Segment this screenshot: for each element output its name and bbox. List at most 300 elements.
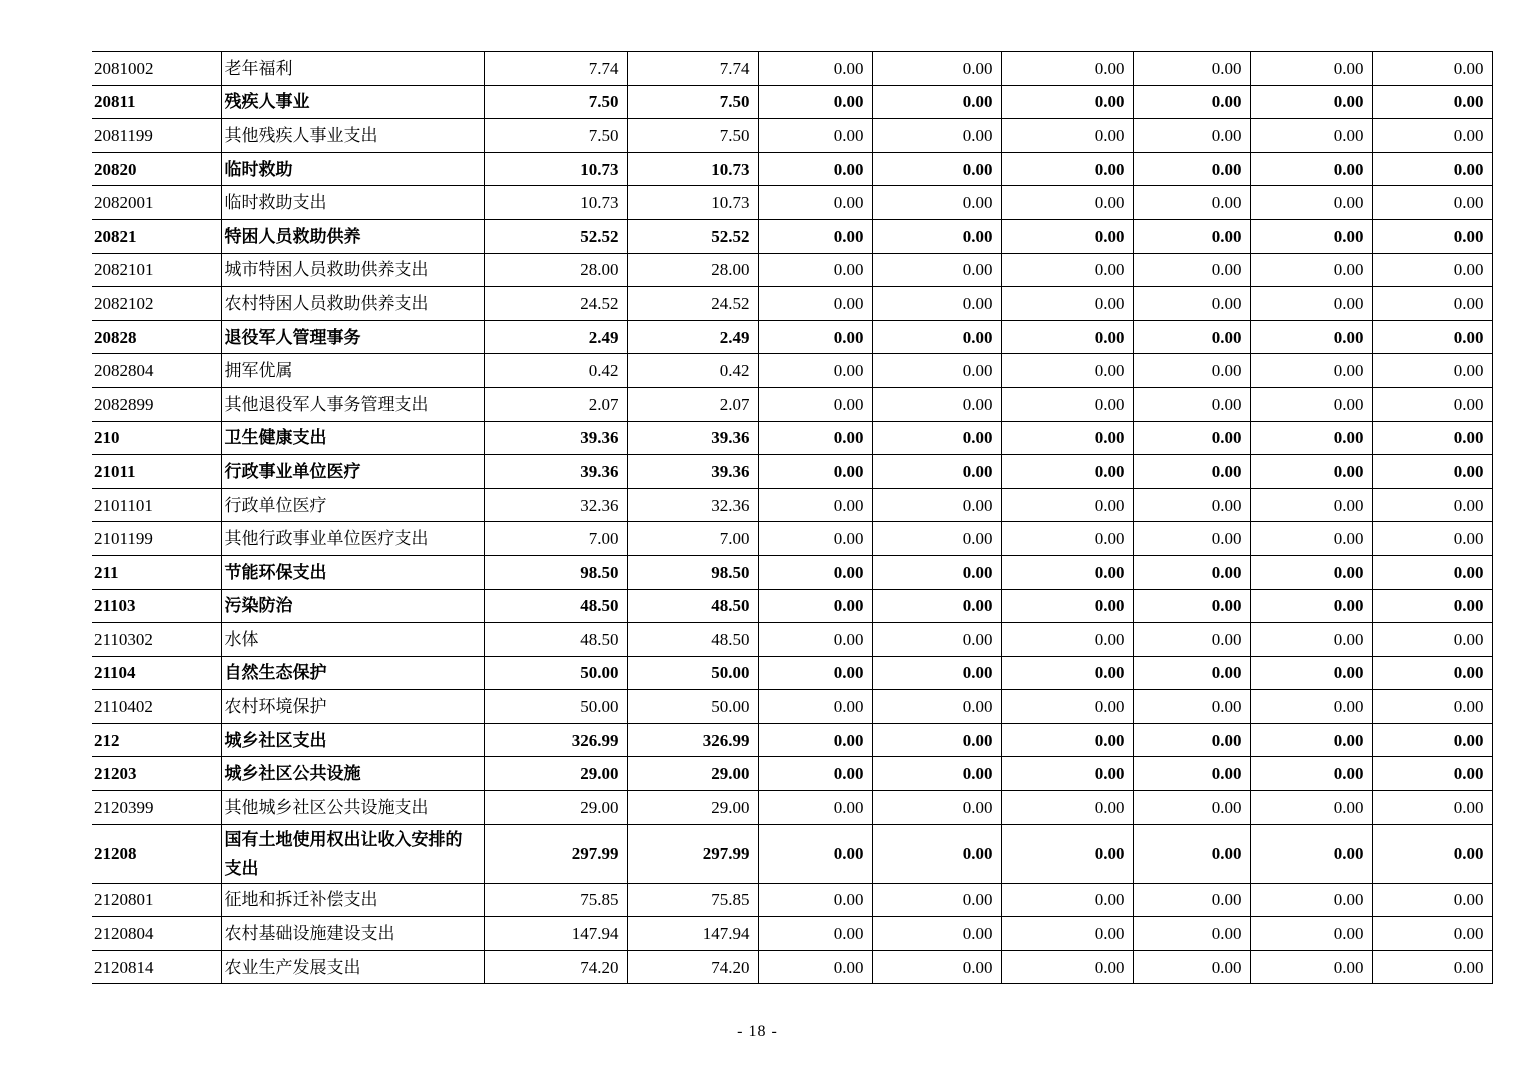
subject-code-cell: 2120814 xyxy=(92,950,221,984)
amount-cell: 0.00 xyxy=(758,950,872,984)
amount-cell: 0.00 xyxy=(1001,555,1133,589)
subject-name-cell: 农业生产发展支出 xyxy=(221,950,484,984)
subject-code-cell: 20821 xyxy=(92,219,221,253)
amount-cell: 0.00 xyxy=(872,690,1001,724)
amount-cell: 0.00 xyxy=(1250,387,1372,421)
amount-cell: 0.00 xyxy=(1372,950,1492,984)
amount-cell: 0.00 xyxy=(1133,488,1250,522)
subject-code-cell: 2101199 xyxy=(92,522,221,556)
amount-cell: 0.00 xyxy=(1372,85,1492,119)
subject-name-cell: 城乡社区公共设施 xyxy=(221,757,484,791)
subject-name-cell: 节能环保支出 xyxy=(221,555,484,589)
amount-cell: 0.00 xyxy=(1250,917,1372,951)
amount-cell: 0.00 xyxy=(1372,623,1492,657)
subject-code-cell: 2082001 xyxy=(92,186,221,220)
subject-code-cell: 2120801 xyxy=(92,883,221,917)
amount-cell: 0.00 xyxy=(872,589,1001,623)
amount-cell: 0.00 xyxy=(1372,791,1492,825)
subject-name-cell: 征地和拆迁补偿支出 xyxy=(221,883,484,917)
amount-cell: 0.00 xyxy=(1001,387,1133,421)
amount-cell: 39.36 xyxy=(627,421,758,455)
amount-cell: 0.00 xyxy=(758,52,872,86)
amount-cell: 0.00 xyxy=(1133,623,1250,657)
amount-cell: 0.00 xyxy=(872,455,1001,489)
amount-cell: 0.00 xyxy=(1133,522,1250,556)
amount-cell: 0.00 xyxy=(872,824,1001,883)
amount-cell: 0.00 xyxy=(872,387,1001,421)
amount-cell: 0.00 xyxy=(1372,723,1492,757)
amount-cell: 0.00 xyxy=(1133,555,1250,589)
amount-cell: 50.00 xyxy=(484,690,627,724)
amount-cell: 0.00 xyxy=(1001,421,1133,455)
amount-cell: 0.00 xyxy=(758,917,872,951)
subject-name-cell: 行政事业单位医疗 xyxy=(221,455,484,489)
amount-cell: 0.00 xyxy=(1001,757,1133,791)
amount-cell: 7.50 xyxy=(484,85,627,119)
amount-cell: 0.00 xyxy=(1250,589,1372,623)
subject-code-cell: 20820 xyxy=(92,152,221,186)
subject-name-cell: 农村环境保护 xyxy=(221,690,484,724)
amount-cell: 48.50 xyxy=(627,623,758,657)
amount-cell: 0.00 xyxy=(872,723,1001,757)
amount-cell: 0.00 xyxy=(1250,287,1372,321)
subject-name-cell: 城乡社区支出 xyxy=(221,723,484,757)
amount-cell: 0.00 xyxy=(1001,253,1133,287)
amount-cell: 10.73 xyxy=(484,186,627,220)
amount-cell: 0.00 xyxy=(872,950,1001,984)
page-number: - 18 - xyxy=(737,1023,778,1040)
amount-cell: 32.36 xyxy=(627,488,758,522)
amount-cell: 0.00 xyxy=(1372,119,1492,153)
amount-cell: 0.00 xyxy=(758,723,872,757)
amount-cell: 0.00 xyxy=(1250,52,1372,86)
amount-cell: 0.00 xyxy=(758,555,872,589)
amount-cell: 0.00 xyxy=(1133,690,1250,724)
amount-cell: 0.00 xyxy=(1133,152,1250,186)
amount-cell: 0.00 xyxy=(872,219,1001,253)
amount-cell: 0.00 xyxy=(1001,723,1133,757)
amount-cell: 0.00 xyxy=(872,656,1001,690)
amount-cell: 0.00 xyxy=(1001,85,1133,119)
amount-cell: 0.00 xyxy=(1133,219,1250,253)
amount-cell: 0.00 xyxy=(1001,589,1133,623)
subject-code-cell: 2082102 xyxy=(92,287,221,321)
subject-code-cell: 2101101 xyxy=(92,488,221,522)
amount-cell: 0.00 xyxy=(1250,883,1372,917)
table-row xyxy=(92,917,1492,951)
amount-cell: 0.00 xyxy=(1133,950,1250,984)
amount-cell: 0.00 xyxy=(1372,690,1492,724)
subject-name-cell: 残疾人事业 xyxy=(221,85,484,119)
amount-cell: 2.49 xyxy=(627,320,758,354)
amount-cell: 0.00 xyxy=(1372,883,1492,917)
subject-code-cell: 21104 xyxy=(92,656,221,690)
table-row xyxy=(92,522,1492,556)
amount-cell: 0.00 xyxy=(872,623,1001,657)
amount-cell: 0.00 xyxy=(1133,287,1250,321)
amount-cell: 0.00 xyxy=(758,455,872,489)
amount-cell: 0.00 xyxy=(1133,354,1250,388)
subject-code-cell: 2120804 xyxy=(92,917,221,951)
amount-cell: 326.99 xyxy=(484,723,627,757)
amount-cell: 75.85 xyxy=(627,883,758,917)
amount-cell: 0.00 xyxy=(1372,824,1492,883)
amount-cell: 0.00 xyxy=(1133,757,1250,791)
table-row xyxy=(92,723,1492,757)
amount-cell: 0.00 xyxy=(758,119,872,153)
amount-cell: 326.99 xyxy=(627,723,758,757)
budget-expenditure-table xyxy=(92,51,1493,984)
subject-name-cell: 临时救助 xyxy=(221,152,484,186)
amount-cell: 0.00 xyxy=(872,354,1001,388)
table-row xyxy=(92,219,1492,253)
amount-cell: 0.00 xyxy=(1250,723,1372,757)
amount-cell: 28.00 xyxy=(627,253,758,287)
amount-cell: 0.00 xyxy=(1372,152,1492,186)
amount-cell: 29.00 xyxy=(484,791,627,825)
amount-cell: 0.00 xyxy=(872,52,1001,86)
amount-cell: 0.00 xyxy=(1001,824,1133,883)
amount-cell: 0.00 xyxy=(758,824,872,883)
amount-cell: 24.52 xyxy=(627,287,758,321)
subject-code-cell: 21103 xyxy=(92,589,221,623)
subject-code-cell: 211 xyxy=(92,555,221,589)
amount-cell: 0.00 xyxy=(1250,119,1372,153)
table-row xyxy=(92,421,1492,455)
amount-cell: 0.00 xyxy=(758,791,872,825)
amount-cell: 48.50 xyxy=(627,589,758,623)
amount-cell: 0.00 xyxy=(758,488,872,522)
amount-cell: 0.00 xyxy=(1001,656,1133,690)
amount-cell: 0.00 xyxy=(1001,522,1133,556)
amount-cell: 0.00 xyxy=(1372,52,1492,86)
subject-name-cell: 污染防治 xyxy=(221,589,484,623)
subject-code-cell: 21011 xyxy=(92,455,221,489)
amount-cell: 39.36 xyxy=(484,455,627,489)
amount-cell: 28.00 xyxy=(484,253,627,287)
amount-cell: 7.50 xyxy=(484,119,627,153)
amount-cell: 7.74 xyxy=(484,52,627,86)
amount-cell: 0.00 xyxy=(1250,320,1372,354)
subject-name-cell: 农村特困人员救助供养支出 xyxy=(221,287,484,321)
subject-name-cell: 其他城乡社区公共设施支出 xyxy=(221,791,484,825)
amount-cell: 0.00 xyxy=(758,656,872,690)
amount-cell: 0.00 xyxy=(1250,455,1372,489)
amount-cell: 50.00 xyxy=(627,656,758,690)
amount-cell: 24.52 xyxy=(484,287,627,321)
amount-cell: 0.00 xyxy=(872,522,1001,556)
table-row xyxy=(92,52,1492,86)
amount-cell: 0.00 xyxy=(872,488,1001,522)
amount-cell: 29.00 xyxy=(627,757,758,791)
amount-cell: 0.00 xyxy=(758,287,872,321)
amount-cell: 52.52 xyxy=(627,219,758,253)
amount-cell: 0.00 xyxy=(1133,455,1250,489)
amount-cell: 29.00 xyxy=(484,757,627,791)
amount-cell: 98.50 xyxy=(484,555,627,589)
amount-cell: 0.00 xyxy=(758,354,872,388)
amount-cell: 74.20 xyxy=(627,950,758,984)
amount-cell: 50.00 xyxy=(627,690,758,724)
amount-cell: 0.00 xyxy=(1372,656,1492,690)
amount-cell: 32.36 xyxy=(484,488,627,522)
table-row xyxy=(92,253,1492,287)
amount-cell: 0.00 xyxy=(1133,421,1250,455)
amount-cell: 0.00 xyxy=(1250,253,1372,287)
amount-cell: 0.00 xyxy=(872,883,1001,917)
amount-cell: 0.00 xyxy=(1250,186,1372,220)
subject-name-cell: 老年福利 xyxy=(221,52,484,86)
table-row xyxy=(92,186,1492,220)
subject-code-cell: 210 xyxy=(92,421,221,455)
table-row xyxy=(92,152,1492,186)
subject-code-cell: 21203 xyxy=(92,757,221,791)
amount-cell: 0.00 xyxy=(1001,219,1133,253)
table-row xyxy=(92,690,1492,724)
amount-cell: 0.00 xyxy=(1001,791,1133,825)
amount-cell: 0.00 xyxy=(1133,119,1250,153)
amount-cell: 0.00 xyxy=(1001,950,1133,984)
amount-cell: 2.07 xyxy=(484,387,627,421)
subject-name-cell: 城市特困人员救助供养支出 xyxy=(221,253,484,287)
amount-cell: 0.42 xyxy=(627,354,758,388)
subject-code-cell: 2082101 xyxy=(92,253,221,287)
subject-name-cell: 自然生态保护 xyxy=(221,656,484,690)
subject-name-cell: 农村基础设施建设支出 xyxy=(221,917,484,951)
amount-cell: 0.00 xyxy=(1372,387,1492,421)
amount-cell: 0.00 xyxy=(872,253,1001,287)
table-row xyxy=(92,757,1492,791)
amount-cell: 0.00 xyxy=(872,152,1001,186)
table-row xyxy=(92,824,1492,883)
amount-cell: 0.00 xyxy=(1133,723,1250,757)
subject-code-cell: 2120399 xyxy=(92,791,221,825)
amount-cell: 0.00 xyxy=(758,186,872,220)
amount-cell: 0.00 xyxy=(1250,824,1372,883)
amount-cell: 0.00 xyxy=(872,555,1001,589)
amount-cell: 0.00 xyxy=(1133,589,1250,623)
amount-cell: 0.00 xyxy=(1001,917,1133,951)
table-row xyxy=(92,354,1492,388)
amount-cell: 0.00 xyxy=(1372,589,1492,623)
amount-cell: 0.00 xyxy=(872,757,1001,791)
amount-cell: 297.99 xyxy=(484,824,627,883)
amount-cell: 0.00 xyxy=(1250,522,1372,556)
table-row xyxy=(92,656,1492,690)
amount-cell: 39.36 xyxy=(627,455,758,489)
amount-cell: 50.00 xyxy=(484,656,627,690)
amount-cell: 0.00 xyxy=(1133,656,1250,690)
amount-cell: 0.00 xyxy=(1250,656,1372,690)
table-row xyxy=(92,387,1492,421)
subject-name-cell: 特困人员救助供养 xyxy=(221,219,484,253)
amount-cell: 0.00 xyxy=(1001,623,1133,657)
amount-cell: 0.00 xyxy=(1001,52,1133,86)
amount-cell: 2.07 xyxy=(627,387,758,421)
amount-cell: 0.00 xyxy=(1001,119,1133,153)
amount-cell: 74.20 xyxy=(484,950,627,984)
amount-cell: 7.50 xyxy=(627,119,758,153)
amount-cell: 0.00 xyxy=(872,320,1001,354)
amount-cell: 0.00 xyxy=(1372,287,1492,321)
amount-cell: 0.00 xyxy=(1001,287,1133,321)
table-row xyxy=(92,119,1492,153)
amount-cell: 297.99 xyxy=(627,824,758,883)
amount-cell: 0.00 xyxy=(1133,791,1250,825)
amount-cell: 98.50 xyxy=(627,555,758,589)
amount-cell: 7.00 xyxy=(484,522,627,556)
table-row xyxy=(92,950,1492,984)
amount-cell: 0.00 xyxy=(1133,387,1250,421)
subject-code-cell: 20828 xyxy=(92,320,221,354)
amount-cell: 10.73 xyxy=(627,186,758,220)
amount-cell: 0.00 xyxy=(758,589,872,623)
amount-cell: 0.00 xyxy=(872,917,1001,951)
amount-cell: 48.50 xyxy=(484,623,627,657)
table-row xyxy=(92,287,1492,321)
amount-cell: 147.94 xyxy=(484,917,627,951)
subject-name-cell: 水体 xyxy=(221,623,484,657)
amount-cell: 52.52 xyxy=(484,219,627,253)
amount-cell: 10.73 xyxy=(627,152,758,186)
subject-name-cell: 其他退役军人事务管理支出 xyxy=(221,387,484,421)
table-row xyxy=(92,455,1492,489)
amount-cell: 0.00 xyxy=(1372,253,1492,287)
amount-cell: 0.00 xyxy=(1133,320,1250,354)
amount-cell: 0.00 xyxy=(1133,883,1250,917)
amount-cell: 0.00 xyxy=(872,421,1001,455)
amount-cell: 0.00 xyxy=(1372,186,1492,220)
amount-cell: 147.94 xyxy=(627,917,758,951)
amount-cell: 0.00 xyxy=(1133,52,1250,86)
table-row xyxy=(92,85,1492,119)
amount-cell: 0.00 xyxy=(1372,917,1492,951)
amount-cell: 0.00 xyxy=(1133,917,1250,951)
amount-cell: 0.00 xyxy=(758,85,872,119)
amount-cell: 0.00 xyxy=(1250,354,1372,388)
table-row xyxy=(92,589,1492,623)
subject-name-cell: 卫生健康支出 xyxy=(221,421,484,455)
amount-cell: 0.00 xyxy=(758,320,872,354)
subject-name-cell: 其他残疾人事业支出 xyxy=(221,119,484,153)
amount-cell: 0.00 xyxy=(758,152,872,186)
amount-cell: 0.00 xyxy=(1372,488,1492,522)
amount-cell: 0.00 xyxy=(1372,522,1492,556)
table-row xyxy=(92,883,1492,917)
amount-cell: 75.85 xyxy=(484,883,627,917)
table-row xyxy=(92,488,1492,522)
subject-name-cell: 行政单位医疗 xyxy=(221,488,484,522)
amount-cell: 0.00 xyxy=(758,623,872,657)
subject-name-cell: 退役军人管理事务 xyxy=(221,320,484,354)
amount-cell: 0.00 xyxy=(1001,883,1133,917)
amount-cell: 0.00 xyxy=(758,219,872,253)
subject-code-cell: 2110402 xyxy=(92,690,221,724)
amount-cell: 0.00 xyxy=(1001,354,1133,388)
amount-cell: 0.00 xyxy=(1133,253,1250,287)
amount-cell: 0.00 xyxy=(1250,791,1372,825)
amount-cell: 0.00 xyxy=(758,421,872,455)
amount-cell: 0.00 xyxy=(872,119,1001,153)
table-row xyxy=(92,791,1492,825)
amount-cell: 0.00 xyxy=(1250,85,1372,119)
amount-cell: 0.00 xyxy=(758,883,872,917)
subject-code-cell: 2081199 xyxy=(92,119,221,153)
amount-cell: 0.00 xyxy=(1250,555,1372,589)
table-row xyxy=(92,623,1492,657)
amount-cell: 0.00 xyxy=(1133,85,1250,119)
subject-code-cell: 2082899 xyxy=(92,387,221,421)
subject-name-cell: 拥军优属 xyxy=(221,354,484,388)
amount-cell: 0.00 xyxy=(1372,219,1492,253)
amount-cell: 0.00 xyxy=(758,757,872,791)
amount-cell: 0.00 xyxy=(1001,320,1133,354)
amount-cell: 0.00 xyxy=(872,186,1001,220)
amount-cell: 7.00 xyxy=(627,522,758,556)
amount-cell: 48.50 xyxy=(484,589,627,623)
amount-cell: 0.00 xyxy=(1001,152,1133,186)
table-row xyxy=(92,320,1492,354)
subject-name-cell: 临时救助支出 xyxy=(221,186,484,220)
table-row xyxy=(92,555,1492,589)
amount-cell: 0.00 xyxy=(872,791,1001,825)
table-body xyxy=(92,52,1492,984)
subject-code-cell: 21208 xyxy=(92,824,221,883)
amount-cell: 0.00 xyxy=(1372,320,1492,354)
amount-cell: 0.00 xyxy=(1250,421,1372,455)
amount-cell: 0.00 xyxy=(1372,354,1492,388)
amount-cell: 10.73 xyxy=(484,152,627,186)
amount-cell: 39.36 xyxy=(484,421,627,455)
amount-cell: 7.74 xyxy=(627,52,758,86)
amount-cell: 0.00 xyxy=(1133,186,1250,220)
amount-cell: 0.00 xyxy=(1001,488,1133,522)
subject-code-cell: 2110302 xyxy=(92,623,221,657)
subject-code-cell: 2081002 xyxy=(92,52,221,86)
amount-cell: 0.00 xyxy=(872,85,1001,119)
amount-cell: 0.00 xyxy=(1250,757,1372,791)
amount-cell: 0.00 xyxy=(1250,488,1372,522)
amount-cell: 0.00 xyxy=(1250,219,1372,253)
amount-cell: 29.00 xyxy=(627,791,758,825)
amount-cell: 0.00 xyxy=(1250,950,1372,984)
amount-cell: 0.00 xyxy=(758,690,872,724)
amount-cell: 7.50 xyxy=(627,85,758,119)
amount-cell: 0.00 xyxy=(758,522,872,556)
amount-cell: 0.00 xyxy=(1001,186,1133,220)
amount-cell: 0.00 xyxy=(1372,757,1492,791)
amount-cell: 0.00 xyxy=(1250,152,1372,186)
subject-code-cell: 2082804 xyxy=(92,354,221,388)
subject-code-cell: 212 xyxy=(92,723,221,757)
amount-cell: 0.00 xyxy=(1372,555,1492,589)
amount-cell: 0.00 xyxy=(1133,824,1250,883)
amount-cell: 0.00 xyxy=(758,387,872,421)
amount-cell: 0.00 xyxy=(872,287,1001,321)
amount-cell: 0.00 xyxy=(1250,623,1372,657)
amount-cell: 0.00 xyxy=(1250,690,1372,724)
amount-cell: 2.49 xyxy=(484,320,627,354)
subject-name-cell: 其他行政事业单位医疗支出 xyxy=(221,522,484,556)
amount-cell: 0.00 xyxy=(1001,455,1133,489)
subject-code-cell: 20811 xyxy=(92,85,221,119)
amount-cell: 0.00 xyxy=(758,253,872,287)
amount-cell: 0.00 xyxy=(1372,421,1492,455)
amount-cell: 0.00 xyxy=(1372,455,1492,489)
amount-cell: 0.42 xyxy=(484,354,627,388)
amount-cell: 0.00 xyxy=(1001,690,1133,724)
subject-name-cell: 国有土地使用权出让收入安排的支出 xyxy=(221,824,484,883)
